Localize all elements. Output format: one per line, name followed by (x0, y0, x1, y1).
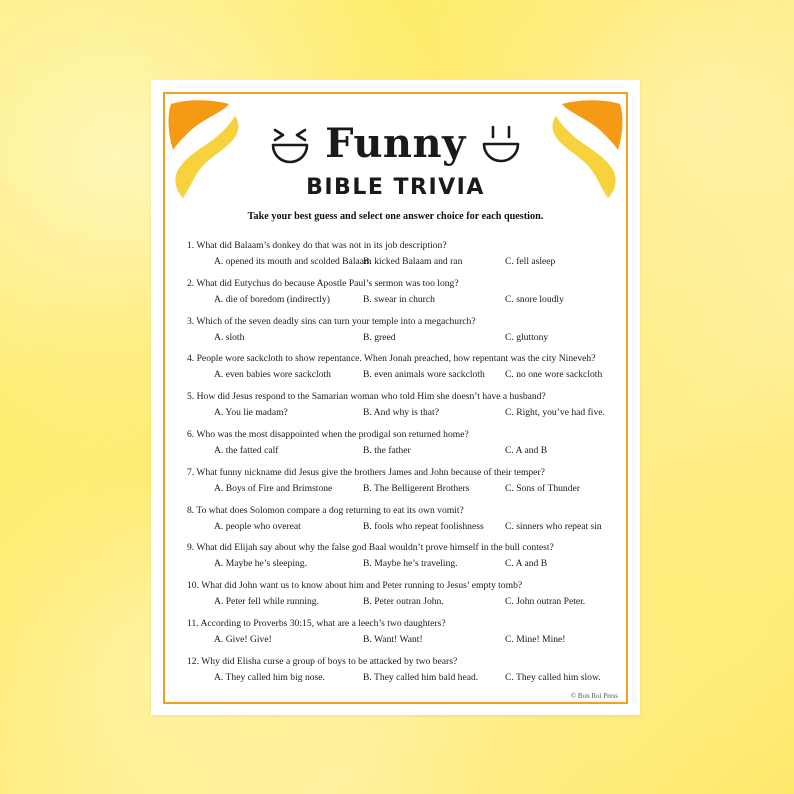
answer-option-b: B. Maybe he’s traveling. (363, 558, 458, 570)
question-item (187, 504, 612, 542)
question-item (187, 390, 612, 428)
answer-options (187, 407, 612, 420)
title-row (151, 120, 640, 167)
answer-option-a: A. They called him big nose. (214, 671, 325, 683)
question-item (187, 277, 612, 315)
question-item (187, 466, 612, 504)
question-text: 1. What did Balaam’s donkey do that was not in its job description? (187, 240, 447, 251)
answer-option-a: A. people who overeat (214, 520, 301, 532)
question-text: 4. People wore sackcloth to show repentance. When Jonah preached, how repentant was the city Nineveh? (187, 353, 596, 365)
question-item (187, 541, 612, 579)
question-text: 9. What did Elijah say about why the false god Baal wouldn’t prove himself in the bull contest? (187, 542, 554, 554)
question-item (187, 655, 612, 693)
answer-options (187, 521, 612, 534)
question-item (187, 617, 612, 655)
answer-option-c: C. fell asleep (505, 256, 556, 267)
question-item (187, 428, 612, 466)
answer-option-a: A. Peter fell while running. (214, 596, 319, 608)
answer-options (187, 256, 612, 269)
answer-option-c: C. A and B (505, 558, 548, 570)
question-list (187, 239, 612, 693)
smiling-face-icon (480, 122, 522, 166)
answer-option-c: C. They called him slow. (505, 671, 601, 683)
question-text: 6. Who was the most disappointed when the prodigal son returned home? (187, 428, 469, 440)
question-text: 7. What funny nickname did Jesus give the brothers James and John because of their temper? (187, 466, 545, 478)
answer-option-b: B. Want! Want! (363, 633, 423, 645)
answer-option-b: B. And why is that? (363, 407, 439, 419)
question-text: 10. What did John want us to know about him and Peter running to Jesus’ empty tomb? (187, 580, 523, 592)
answer-option-b: B. The Belligerent Brothers (363, 482, 470, 494)
question-text: 3. Which of the seven deadly sins can turn your temple into a megachurch? (187, 315, 476, 327)
answer-option-a: A. sloth (214, 331, 245, 343)
copyright-notice: © Bon Roi Press (570, 692, 618, 700)
question-text: 12. Why did Elisha curse a group of boys to be attacked by two bears? (187, 655, 458, 667)
answer-option-c: C. snore loudly (505, 293, 564, 305)
question-text: 8. To what does Solomon compare a dog returning to eat its own vomit? (187, 504, 464, 516)
answer-option-c: C. gluttony (505, 331, 549, 343)
answer-option-c: C. no one wore sackcloth (505, 369, 603, 381)
answer-option-c: C. John outran Peter. (505, 596, 586, 608)
trivia-sheet (151, 80, 640, 715)
answer-options (187, 332, 612, 345)
answer-option-c: C. Mine! Mine! (505, 633, 566, 645)
answer-option-a: A. the fatted calf (214, 444, 279, 456)
answer-options (187, 634, 612, 647)
answer-option-c: C. sinners who repeat sin (505, 520, 602, 532)
question-item (187, 315, 612, 353)
answer-options (187, 672, 612, 685)
question-text: 5. How did Jesus respond to the Samarian woman who told Him she doesn’t have a husband? (187, 391, 546, 403)
answer-option-b: B. greed (363, 331, 396, 343)
question-item (187, 352, 612, 390)
laughing-face-icon (269, 122, 311, 166)
answer-option-b: B. Peter outran John. (363, 596, 444, 608)
answer-option-a: A. Maybe he’s sleeping. (214, 558, 307, 570)
answer-option-b: B. They called him bald head. (363, 671, 479, 683)
answer-options (187, 294, 612, 307)
answer-option-a: A. opened its mouth and scolded Balaam (214, 256, 372, 267)
answer-options (187, 369, 612, 382)
answer-option-a: A. Give! Give! (214, 633, 272, 645)
answer-option-b: B. even animals wore sackcloth (363, 369, 485, 381)
question-text: 11. According to Proverbs 30:15, what are a leech’s two daughters? (187, 617, 446, 629)
answer-option-b: B. kicked Balaam and ran (363, 256, 463, 267)
question-item (187, 239, 612, 277)
answer-options (187, 483, 612, 496)
answer-options (187, 558, 612, 571)
answer-option-c: C. Right, you’ve had five. (505, 407, 605, 419)
answer-option-b: B. the father (363, 444, 411, 456)
answer-options (187, 596, 612, 609)
question-item (187, 579, 612, 617)
answer-option-b: B. swear in church (363, 293, 435, 305)
answer-option-c: C. Sons of Thunder (505, 482, 580, 494)
instructions: Take your best guess and select one answer choice for each question. (247, 211, 544, 222)
answer-option-a: A. Boys of Fire and Brimstone (214, 482, 333, 494)
question-text: 2. What did Eutychus do because Apostle Paul’s sermon was too long? (187, 277, 459, 289)
answer-option-a: A. die of boredom (indirectly) (214, 293, 330, 305)
answer-option-a: A. You lie madam? (214, 407, 288, 419)
page-subtitle: BIBLE TRIVIA (306, 175, 485, 200)
answer-option-b: B. fools who repeat foolishness (363, 520, 484, 532)
answer-option-c: C. A and B (505, 444, 548, 456)
answer-options (187, 445, 612, 458)
page-title: Funny (325, 120, 466, 167)
answer-option-a: A. even babies wore sackcloth (214, 369, 331, 381)
